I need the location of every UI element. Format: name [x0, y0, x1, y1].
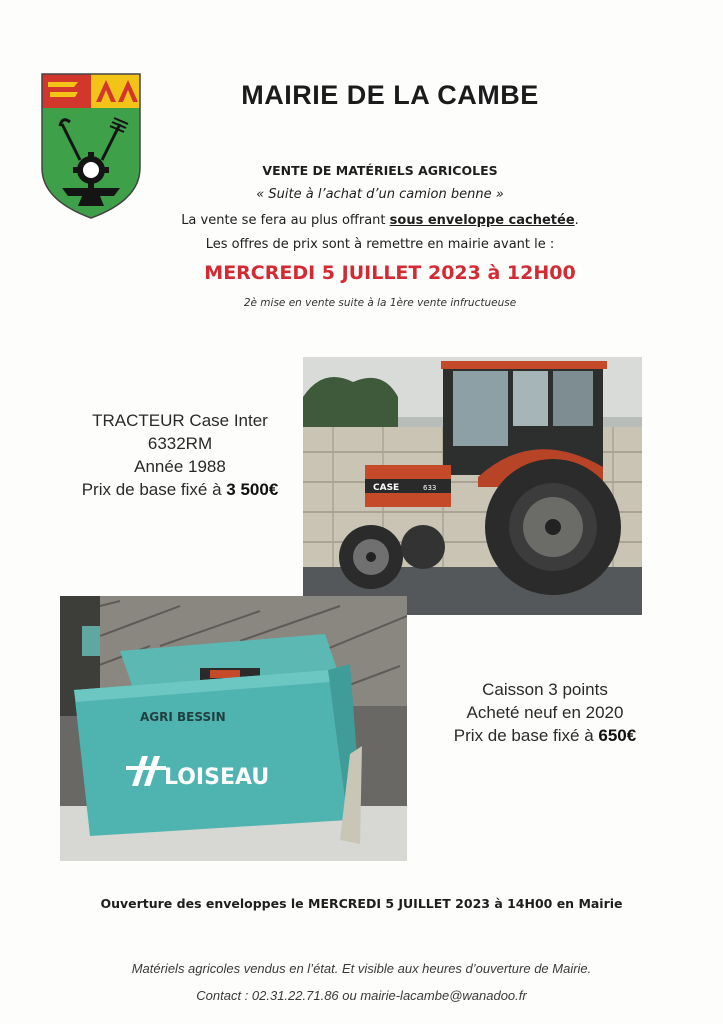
envelope-opening-notice: Ouverture des enveloppes le MERCREDI 5 JUILLET 2023 à 14H00 en Mairie [100, 896, 623, 911]
caisson-illustration [60, 596, 407, 861]
condition-note: Matériels agricoles vendus en l’état. Et visible aux heures d’ouverture de Mairie. [131, 961, 592, 976]
tractor-name: TRACTEUR Case Inter [92, 411, 268, 430]
tractor-model: 6332RM [147, 434, 213, 453]
tractor-model-text: 633 [423, 484, 437, 492]
sale-terms [120, 213, 640, 228]
sale-terms-suffix: . [574, 213, 579, 228]
caisson-purchase: Acheté neuf en 2020 [466, 703, 624, 722]
contact-info: Contact : 02.31.22.71.86 ou mairie-lacambe@wanadoo.fr [196, 988, 527, 1003]
caisson-price-value: 650€ [598, 726, 637, 745]
caisson-price-prefix: Prix de base fixé à [453, 726, 599, 745]
caisson-price [420, 724, 670, 747]
resale-note: 2è mise en vente suite à la 1ère vente infructueuse [243, 297, 517, 309]
sale-subtitle: « Suite à l’achat d’un camion benne » [256, 187, 504, 202]
tractor-brand-text: CASE [373, 483, 400, 493]
tractor-price [50, 478, 310, 501]
tractor-illustration [303, 357, 642, 615]
tractor-price-prefix: Prix de base fixé à [81, 480, 227, 499]
tractor-year: Année 1988 [134, 457, 226, 476]
tractor-photo [303, 357, 642, 615]
sale-terms-emphasis: sous enveloppe cachetée [389, 213, 575, 228]
page-title: MAIRIE DE LA CAMBE [241, 80, 539, 110]
deadline-intro: Les offres de prix sont à remettre en mairie avant le : [205, 237, 555, 252]
tractor-price-value: 3 500€ [226, 480, 279, 499]
caisson-label-agri: AGRI BESSIN [140, 710, 226, 724]
tractor-description [50, 409, 310, 501]
sale-heading: VENTE DE MATÉRIELS AGRICOLES [262, 163, 498, 178]
sale-terms-prefix: La vente se fera au plus offrant [181, 213, 390, 228]
caisson-description [420, 678, 670, 747]
caisson-name: Caisson 3 points [482, 680, 608, 699]
caisson-label-loiseau: LOISEAU [164, 765, 270, 790]
deadline-date: MERCREDI 5 JUILLET 2023 à 12H00 [204, 262, 576, 284]
caisson-photo [60, 596, 407, 861]
